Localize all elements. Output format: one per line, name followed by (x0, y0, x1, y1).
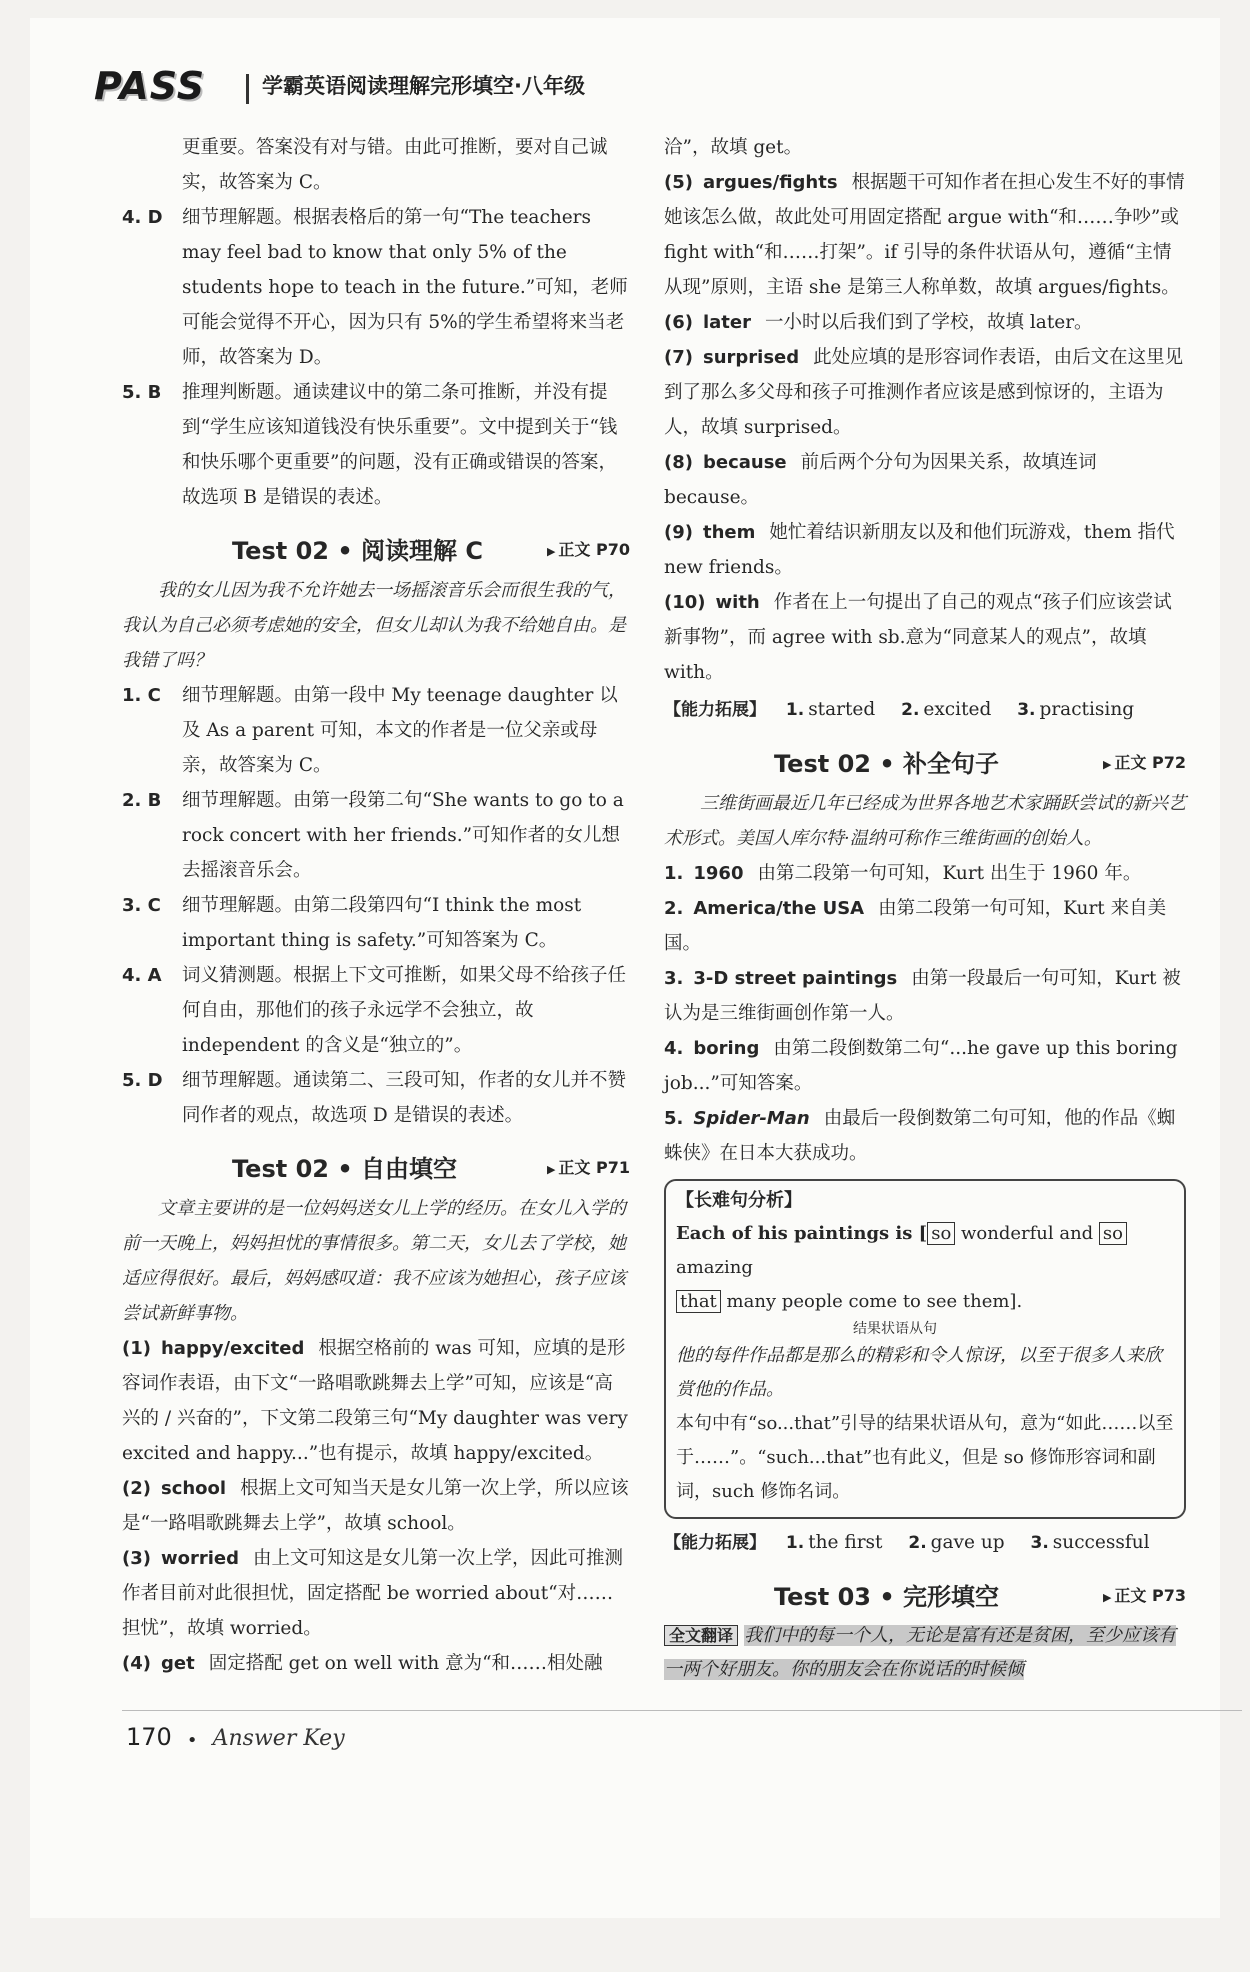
analysis-translation: 他的每件作品都是那么的精彩和令人惊讶，以至于很多人来欣赏他的作品。 (676, 1345, 1162, 1400)
page-reference: ▶ 正文 P71 (547, 1155, 630, 1178)
answer-item: 1. 1960 由第二段第一句可知，Kurt 出生于 1960 年。 (664, 863, 1142, 884)
answer-item: 2. B 细节理解题。由第一段第二句“She wants to go to a rock concert with her friends.”可知作者的女儿想去摇滚音乐会。 (122, 790, 624, 881)
section-heading: Test 02 • 阅读理解 C ▶ 正文 P70 (122, 525, 630, 571)
page-number: 170 (126, 1723, 172, 1751)
sentence-analysis-box: 【长难句分析】 Each of his paintings is [ so wonderful and so amazing that many people come to see them]. 结果状语从句 他的每件作品都是那么的精彩和令人惊讶，以至于很多人来欣赏他的作品。 本句中有“so...that”引导的结果状语从句，意为“如此……以至于……”。“such...that”也有此义，但是 so 修饰形容词和副词，such 修饰名词。 (664, 1179, 1186, 1519)
page-reference: ▶ 正文 P73 (1103, 1583, 1186, 1606)
full-translation: 全文翻译 我们中的每一个人，无论是富有还是贫困，至少应该有一两个好朋友。你的朋友会在你说话的时候倾 (664, 1625, 1177, 1680)
header-divider (246, 74, 249, 104)
answer-item: 4. D 细节理解题。根据表格后的第一句“The teachers may feel bad to know that only 5% of the students hope to teach in the future.”可知，老师可能会觉得不开心，因为只有 5%的学生希望将来当老师，故答案为 D。 (122, 207, 628, 368)
clause-annotation: 结果状语从句 (853, 1321, 937, 1337)
continued-text: 更重要。答案没有对与错。由此可推断，要对自己诚实，故答案为 C。 (182, 137, 608, 193)
page-reference: ▶ 正文 P72 (1103, 750, 1186, 773)
section-intro: 三维街画最近几年已经成为世界各地艺术家踊跃尝试的新兴艺术形式。美国人库尔特·温纳可称作三维街画的创始人。 (664, 793, 1186, 849)
ability-extension: 【能力拓展】 1. the first 2. gave up 3. successful (664, 1532, 1150, 1553)
answer-item: 2. America/the USA 由第二段第一句可知，Kurt 来自美国。 (664, 898, 1167, 954)
ability-extension: 【能力拓展】 1. started 2. excited 3. practising (664, 699, 1135, 720)
footer-label: Answer Key (212, 1726, 345, 1751)
answer-item: (1) happy/excited 根据空格前的 was 可知，应填的是形容词作表语，由下文“一路唱歌跳舞去上学”可知，应该是“高兴的 / 兴奋的”，下文第二段第三句“My daughter was very excited and happy...”也有提示，故填 happy/excited。 (122, 1338, 628, 1464)
page-reference: ▶ 正文 P70 (547, 537, 630, 560)
page-footer (126, 1723, 726, 1773)
pass-logo: PASS (94, 64, 206, 108)
section-heading: Test 02 • 自由填空 ▶ 正文 P71 (122, 1143, 630, 1189)
left-column (122, 130, 630, 1681)
answer-item: (5) argues/fights 根据题干可知作者在担心发生不好的事情她该怎么做，故此处可用固定搭配 argue with“和……争吵”或 fight with“和……打架”。if 引导的条件状语从句，遵循“主情从现”原则，主语 she 是第三人称单数，故填 argues/fights。 (664, 172, 1185, 298)
answer-item: 5. Spider-Man 由最后一段倒数第二句可知，他的作品《蜘蛛侠》在日本大获成功。 (664, 1108, 1176, 1164)
section-heading: Test 02 • 补全句子 ▶ 正文 P72 (664, 738, 1186, 784)
book-title: 学霸英语阅读理解完形填空·八年级 (262, 74, 585, 98)
page-header (94, 62, 714, 122)
answer-item: (3) worried 由上文可知这是女儿第一次上学，因此可推测作者目前对此很担忧，固定搭配 be worried about“对……担忧”，故填 worried。 (122, 1548, 624, 1639)
answer-item: (4) get 固定搭配 get on well with 意为“和……相处融 (122, 1653, 603, 1674)
page (30, 18, 1220, 1918)
analysis-sentence: Each of his paintings is [ so wonderful and so amazing that many people come to see them]. (676, 1217, 1174, 1319)
answer-item: (9) them 她忙着结识新朋友以及和他们玩游戏，them 指代 new friends。 (664, 522, 1175, 578)
answer-item: (7) surprised 此处应填的是形容词作表语，由后文在这里见到了那么多父母和孩子可推测作者应该是感到惊讶的，主语为人，故填 surprised。 (664, 347, 1184, 438)
answer-item: 3. C 细节理解题。由第二段第四句“I think the most important thing is safety.”可知答案为 C。 (122, 895, 582, 951)
answer-item: 1. C 细节理解题。由第一段中 My teenage daughter 以及 As a parent 可知，本文的作者是一位父亲或母亲，故答案为 C。 (122, 685, 618, 776)
answer-item: 4. A 词义猜测题。根据上下文可推断，如果父母不给孩子任何自由，那他们的孩子永远学不会独立，故 independent 的含义是“独立的”。 (122, 965, 627, 1056)
answer-item: (6) later 一小时以后我们到了学校，故填 later。 (664, 312, 1093, 333)
answer-item: (8) because 前后两个分句为因果关系，故填连词 because。 (664, 452, 1097, 508)
answer-item: (2) school 根据上文可知当天是女儿第一次上学，所以应该是“一路唱歌跳舞去上学”，故填 school。 (122, 1478, 629, 1534)
bullet-separator: • (186, 1730, 198, 1751)
section-intro: 我的女儿因为我不允许她去一场摇滚音乐会而很生我的气，我认为自己必须考虑她的安全，但女儿却认为我不给她自由。是我错了吗？ (122, 580, 626, 671)
answer-item: 5. D 细节理解题。通读第二、三段可知，作者的女儿并不赞同作者的观点，故选项 D 是错误的表述。 (122, 1070, 627, 1126)
analysis-explanation: 本句中有“so...that”引导的结果状语从句，意为“如此……以至于……”。“such...that”也有此义，但是 so 修饰形容词和副词，such 修饰名词。 (676, 1413, 1174, 1502)
footer-rule (122, 1710, 1242, 1711)
continued-text: 洽”，故填 get。 (664, 137, 803, 158)
answer-item: (10) with 作者在上一句提出了自己的观点“孩子们应该尝试新事物”，而 agree with sb.意为“同意某人的观点”，故填 with。 (664, 592, 1172, 683)
section-intro: 文章主要讲的是一位妈妈送女儿上学的经历。在女儿入学的前一天晚上，妈妈担忧的事情很多。第二天，女儿去了学校，她适应得很好。最后，妈妈感叹道：我不应该为她担心，孩子应该尝试新鲜事物。 (122, 1198, 626, 1324)
section-heading: Test 03 • 完形填空 ▶ 正文 P73 (664, 1571, 1186, 1617)
answer-item: 4. boring 由第二段倒数第二句“...he gave up this boring job...”可知答案。 (664, 1038, 1178, 1094)
answer-item: 5. B 推理判断题。通读建议中的第二条可推断，并没有提到“学生应该知道钱没有快乐重要”。文中提到关于“钱和快乐哪个更重要”的问题，没有正确或错误的答案，故选项 B 是错误的表述。 (122, 382, 618, 508)
answer-item: 3. 3-D street paintings 由第一段最后一句可知，Kurt 被认为是三维街画创作第一人。 (664, 968, 1181, 1024)
right-column (664, 130, 1186, 1687)
